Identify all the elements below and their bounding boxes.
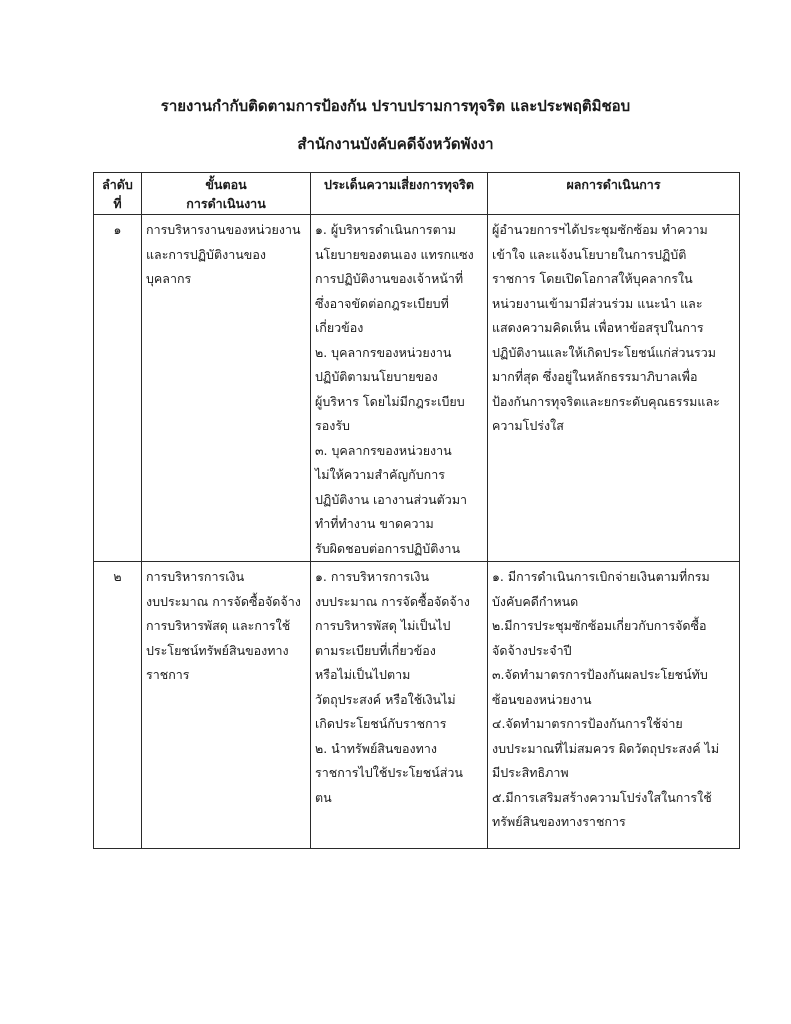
result-line: บังคับคดีกำหนด	[492, 593, 579, 609]
result-item	[492, 663, 735, 712]
risk-line: วัตถุประสงค์ หรือใช้เงินไม่	[315, 691, 456, 707]
result-line: ๔.จัดทำมาตรการป้องกันการใช้จ่าย	[492, 716, 683, 731]
result-line: ปฏิบัติงานและให้เกิดประโยชน์แก่ส่วนรวม	[492, 344, 716, 360]
result-line: ผู้อำนวยการฯได้ประชุมซักซ้อม ทำความ	[492, 222, 708, 237]
result-line: จัดจ้างประจำปี	[492, 642, 572, 658]
result-line: มีประสิทธิภาพ	[492, 765, 569, 780]
risk-line: ปฏิบัติตามนโยบายของ	[315, 369, 438, 384]
risk-line: ตน	[315, 789, 332, 805]
risk-line: ไม่ให้ความสำคัญกับการ	[315, 467, 445, 482]
risk-line: รองรับ	[315, 418, 350, 433]
risk-line: ปฏิบัติงาน เอางานส่วนตัวมา	[315, 491, 468, 507]
risk-cell	[311, 215, 488, 562]
risk-line: หรือไม่เป็นไปตาม	[315, 667, 411, 682]
risk-line: งบประมาณ การจัดซื้อจัดจ้าง	[315, 593, 470, 609]
risk-line: ราชการไปใช้ประโยชน์ส่วน	[315, 765, 463, 780]
risk-item	[315, 341, 483, 439]
result-line: เข้าใจ และแจ้งนโยบายในการปฏิบัติ	[492, 246, 687, 262]
header-step-line: ขั้นตอน	[205, 177, 247, 192]
office-name: สำนักงานบังคับคดีจังหวัดพังงา	[297, 135, 494, 153]
result-line: ๓.จัดทำมาตรการป้องกันผลประโยชน์ทับ	[492, 667, 708, 682]
risk-line: การปฏิบัติงานของเจ้าหน้าที่	[315, 271, 464, 286]
risk-line: ๑. การบริหารการเงิน	[315, 569, 430, 584]
header-risk-line: ประเด็นความเสี่ยงการทุจริต	[324, 177, 474, 192]
result-line: ๒.มีการประชุมซักซ้อมเกี่ยวกับการจัดซื้อ	[492, 618, 707, 633]
result-line: ทรัพย์สินของทางราชการ	[492, 814, 626, 829]
row-number: ๒	[94, 562, 142, 849]
header-step	[142, 173, 311, 215]
result-line: ซ้อนของหน่วยงาน	[492, 691, 592, 707]
result-item	[492, 565, 735, 614]
result-line: หน่วยงานเข้ามามีส่วนร่วม แนะนำ และ	[492, 295, 703, 311]
report-table	[93, 172, 740, 849]
result-item	[492, 712, 735, 786]
header-step-line: การดำเนินงาน	[186, 196, 266, 211]
result-item	[492, 614, 735, 663]
result-line: แสดงความคิดเห็น เพื่อหาข้อสรุปในการ	[492, 320, 704, 335]
step-line: งบประมาณ การจัดซื้อจัดจ้าง	[146, 593, 301, 609]
result-item	[492, 218, 735, 439]
risk-item	[315, 737, 483, 811]
report-title: รายงานกำกับติดตามการป้องกัน ปราบปรามการทุจริต และประพฤติมิชอบ	[160, 97, 631, 115]
risk-line: ตามระเบียบที่เกี่ยวข้อง	[315, 642, 436, 658]
risk-line: ผู้บริหาร โดยไม่มีกฎระเบียบ	[315, 393, 465, 409]
table-row	[94, 215, 740, 562]
risk-item	[315, 218, 483, 341]
header-result	[488, 173, 740, 215]
table-header-row	[94, 173, 740, 215]
risk-line: ซึ่งอาจขัดต่อกฎระเบียบที่	[315, 295, 449, 311]
result-line: มากที่สุด ซึ่งอยู่ในหลักธรรมาภิบาลเพื่อ	[492, 369, 698, 384]
result-line: งบประมาณที่ไม่สมควร ผิดวัตถุประสงค์ ไม่	[492, 740, 720, 756]
risk-cell	[311, 562, 488, 849]
risk-line: ทำที่ทำงาน ขาดความ	[315, 516, 434, 531]
table-row	[94, 562, 740, 849]
step-cell	[142, 215, 311, 562]
header-result-line: ผลการดำเนินการ	[566, 177, 661, 192]
risk-line: เกี่ยวข้อง	[315, 320, 364, 335]
risk-line: รับผิดชอบต่อการปฏิบัติงาน	[315, 540, 460, 556]
step-line: บุคลากร	[146, 271, 192, 286]
row-number: ๑	[94, 215, 142, 562]
header-no-line: ที่	[113, 196, 122, 211]
result-line: ราชการ โดยเปิดโอกาสให้บุคลากรใน	[492, 271, 693, 286]
risk-line: ๒. นำทรัพย์สินของทาง	[315, 740, 437, 756]
step-cell	[142, 562, 311, 849]
header-risk	[311, 173, 488, 215]
risk-item	[315, 439, 483, 562]
step-line: ประโยชน์ทรัพย์สินของทาง	[146, 642, 289, 658]
risk-line: ๓. บุคลากรของหน่วยงาน	[315, 442, 452, 458]
risk-line: นโยบายของตนเอง แทรกแซง	[315, 246, 474, 262]
step-line: ราชการ	[146, 667, 190, 682]
header-no	[94, 173, 142, 215]
step-line: การบริหารการเงิน	[146, 569, 245, 584]
step-line: และการปฏิบัติงานของ	[146, 246, 266, 262]
step-line: การบริหารงานของหน่วยงาน	[146, 222, 301, 237]
risk-line: การบริหารพัสดุ ไม่เป็นไป	[315, 618, 451, 633]
risk-line: ๑. ผู้บริหารดำเนินการตาม	[315, 222, 457, 237]
result-line: ๕.มีการเสริมสร้างความโปร่งใสในการใช้	[492, 789, 712, 805]
risk-item	[315, 565, 483, 737]
risk-line: ๒. บุคลากรของหน่วยงาน	[315, 344, 452, 360]
result-line: ๑. มีการดำเนินการเบิกจ่ายเงินตามที่กรม	[492, 569, 710, 584]
result-cell	[488, 215, 740, 562]
result-cell	[488, 562, 740, 849]
result-line: ป้องกันการทุจริตและยกระดับคุณธรรมและ	[492, 393, 720, 409]
step-line: การบริหารพัสดุ และการใช้	[146, 618, 291, 633]
risk-line: เกิดประโยชน์กับราชการ	[315, 716, 447, 731]
header-no-line: ลำดับ	[102, 177, 133, 192]
result-item	[492, 786, 735, 835]
result-line: ความโปร่งใส	[492, 418, 564, 433]
